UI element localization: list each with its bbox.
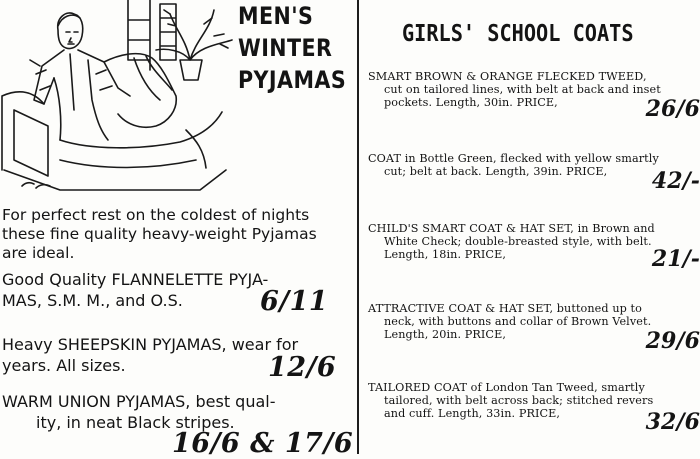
mens-title-line: WINTER [238, 34, 333, 62]
column-divider [357, 0, 359, 454]
item-line: Heavy SHEEPSKIN PYJAMAS, wear for [2, 335, 299, 354]
coat-line: TAILORED COAT of London Tan Tweed, smartly [368, 381, 645, 394]
intro-line: are ideal. [2, 244, 75, 262]
intro-line: For perfect rest on the coldest of nights [2, 206, 310, 224]
item-line: Good Quality FLANNELETTE PYJA- [2, 270, 269, 289]
mens-title-line: MEN'S [238, 2, 314, 30]
coat-line: CHILD'S SMART COAT & HAT SET, in Brown and [368, 222, 655, 235]
girls-section-title: GIRLS' SCHOOL COATS [402, 21, 634, 47]
coat-line: COAT in Bottle Green, flecked with yellow smartly [368, 152, 659, 165]
coat-line: neck, with buttons and collar of Brown Velvet. [384, 315, 652, 328]
coat-price: 42/- [651, 168, 700, 194]
coat-line: Length, 20in. PRICE, [384, 328, 507, 341]
coat-item-attractive-set [368, 302, 700, 352]
item-line: ity, in neat Black stripes. [36, 413, 235, 432]
coat-item-childs-set [368, 222, 700, 272]
coat-line: SMART BROWN & ORANGE FLECKED TWEED, [368, 70, 647, 83]
item-line: WARM UNION PYJAMAS, best qual- [2, 392, 276, 411]
mens-intro-text [2, 206, 354, 263]
union-pyjamas-item [2, 391, 354, 459]
coat-line: tailored, with belt across back; stitched revers [384, 394, 654, 407]
coat-price: 21/- [651, 246, 700, 272]
coat-line: cut; belt at back. Length, 39in. PRICE, [384, 165, 608, 178]
coat-item-tweed [368, 70, 700, 120]
coat-price: 32/6 [645, 409, 700, 435]
mens-title-line: PYJAMAS [238, 66, 347, 94]
item-price: 16/6 & 17/6 [172, 428, 354, 459]
item-price: 6/11 [260, 286, 329, 317]
coat-price: 29/6 [645, 328, 700, 354]
coat-line: pockets. Length, 30in. PRICE, [384, 96, 558, 109]
coat-item-tailored [368, 381, 700, 441]
man-in-pyjamas-illustration [0, 0, 235, 198]
coat-item-bottle-green [368, 152, 700, 192]
girls-coats-column [362, 0, 700, 454]
intro-line: these fine quality heavy-weight Pyjamas [2, 225, 317, 243]
coat-line: and cuff. Length, 33in. PRICE, [384, 407, 561, 420]
item-line: MAS, S.M. M., and O.S. [2, 291, 183, 310]
flannelette-pyjamas-item [2, 269, 354, 317]
item-line: years. All sizes. [2, 356, 126, 375]
coat-line: cut on tailored lines, with belt at back and inset [384, 83, 661, 96]
mens-section-title [238, 0, 347, 96]
coat-line: ATTRACTIVE COAT & HAT SET, buttoned up to [368, 302, 642, 315]
item-price: 12/6 [268, 352, 337, 383]
coat-price: 26/6 [645, 96, 700, 122]
coat-line: Length, 18in. PRICE, [384, 248, 507, 261]
sheepskin-pyjamas-item [2, 334, 354, 383]
coat-line: White Check; double-breasted style, with belt. [384, 235, 652, 248]
